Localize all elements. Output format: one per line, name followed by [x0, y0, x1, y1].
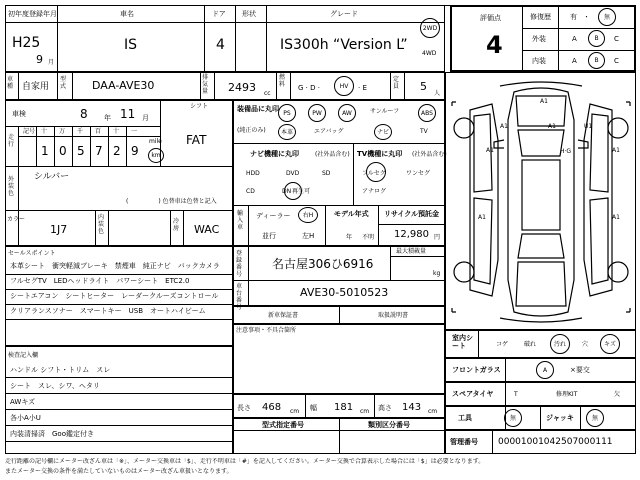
- seat-item-circle: [600, 334, 620, 354]
- interior-b: B: [594, 57, 599, 64]
- equipment-item-circle: [338, 104, 356, 122]
- steering-left: 左H: [302, 232, 315, 240]
- category-label: 車種: [7, 76, 14, 90]
- damage-mark: A1: [612, 214, 620, 221]
- seat-item: 穴: [582, 341, 589, 348]
- tools-label: 工具: [458, 414, 472, 422]
- tv-item: ワンセグ: [406, 170, 431, 177]
- equipment-item: PW: [312, 109, 322, 117]
- damage-mark: A1: [540, 98, 548, 105]
- recycle-label: リサイクル預託金: [384, 210, 440, 218]
- mileage-digit-label: 一: [131, 128, 138, 135]
- spare-tire-label: スペアタイヤ: [452, 390, 494, 398]
- model-year-label: モデル年式: [334, 210, 369, 218]
- score-value: 4: [486, 31, 503, 59]
- management-value: 00001001042507000111: [498, 437, 613, 447]
- seat-item: キズ: [604, 340, 616, 348]
- drive-2wd-circle: [420, 18, 440, 38]
- repair-no: 無: [603, 13, 610, 21]
- steering-right-circle: [298, 207, 318, 223]
- max-load-label: 最大積載量: [396, 248, 427, 255]
- damage-mark: A1: [478, 214, 486, 221]
- model-year-unit: 年: [346, 234, 353, 241]
- length-unit: cm: [290, 408, 300, 415]
- equipment-item: エアバッグ: [314, 128, 344, 135]
- repair-label: 修復歴: [530, 13, 551, 21]
- shift-label: シフト: [190, 103, 209, 110]
- exterior-label: 外装: [532, 35, 546, 43]
- new-car-warranty: 新車保証書: [268, 312, 299, 319]
- damage-mark: A1: [500, 123, 508, 130]
- mileage-digit: 9: [131, 144, 139, 158]
- equipment-item: ナビ: [376, 128, 389, 136]
- steering-right: 右H: [302, 211, 314, 219]
- navi-sub: (社外品含む): [315, 151, 350, 158]
- navi-item: 再生可: [292, 188, 311, 195]
- damage-mark: H·G: [560, 148, 572, 155]
- tools-value: 無: [509, 414, 516, 422]
- interior-a: A: [572, 57, 577, 65]
- width-label: 幅: [310, 404, 317, 412]
- recycle-unit: 円: [434, 234, 441, 241]
- damage-mark: A1: [548, 123, 556, 130]
- equipment-item-circle: [278, 124, 296, 140]
- tv-fullseg-circle: [366, 162, 386, 182]
- height-label: 高さ: [378, 404, 392, 412]
- seat-item: 破れ: [524, 341, 537, 348]
- damage-mark: A1: [612, 147, 620, 154]
- sales-point-line: 本革シート 衝突軽減ブレーキ 禁煙車 純正ナビ バックカメラ: [10, 262, 220, 270]
- windshield-label: フロントガラス: [452, 366, 501, 374]
- seat-item-circle: [550, 334, 570, 354]
- interior-c: C: [614, 57, 619, 65]
- windshield-a: A: [542, 366, 548, 374]
- length-value: 468: [262, 402, 282, 413]
- exterior-a: A: [572, 35, 577, 43]
- mileage-digit-label: 百: [95, 128, 102, 135]
- repair-yes: 有: [570, 13, 577, 21]
- tv-label: TV機種に丸印: [357, 150, 403, 158]
- equipment-item-circle: [308, 104, 326, 122]
- mileage-digit: 5: [77, 144, 85, 158]
- seat-item: コゲ: [496, 341, 509, 348]
- fuel-options: G · D ·: [298, 84, 320, 92]
- spare-t: T: [514, 391, 518, 398]
- sales-point-line: フルセグTV LEDヘッドライト パワーシート ETC2.0: [10, 277, 190, 285]
- width-value: 181: [334, 402, 354, 413]
- navi-item: SD: [322, 170, 331, 177]
- fuel-hv: HV: [339, 82, 349, 90]
- fuel-other: · E: [358, 84, 367, 92]
- capacity-label: 定員: [393, 76, 400, 90]
- shift-value: FAT: [186, 133, 207, 147]
- inspector-note-line: ハンドル シフト・トリム スレ: [10, 366, 111, 374]
- notes-block: [233, 324, 445, 394]
- mileage-digit: 1: [41, 144, 49, 158]
- spare-kit: 修理KIT: [556, 391, 578, 398]
- mileage-digit-label: 十: [41, 128, 48, 135]
- footer-line-2: またメーター交換の条件を満たしていないものはメーター改ざん車扱いとなります。: [5, 468, 233, 475]
- jack-value: 無: [591, 414, 598, 422]
- fuel-hv-circle: [334, 76, 354, 96]
- recycle-value: 12,980: [394, 229, 429, 240]
- equipment-item-circle: [418, 104, 436, 122]
- repair-no-circle: [598, 8, 616, 26]
- color-code-value: 1J7: [50, 223, 68, 236]
- sales-point-label: セールスポイント: [8, 250, 56, 257]
- jack-label: ジャッキ: [546, 414, 574, 422]
- windshield-a-circle: [536, 361, 554, 379]
- windshield-replace: ×要交: [570, 366, 590, 374]
- import-dealer: ディーラー: [256, 212, 291, 220]
- exterior-c: C: [614, 35, 619, 43]
- ac-label: 冷房: [173, 218, 180, 232]
- navi-item: CD: [246, 188, 255, 195]
- door-count: 4: [216, 37, 225, 53]
- mileage-digit: 7: [95, 144, 103, 158]
- inspection-month-unit: 月: [142, 114, 149, 122]
- equipment-item-circle: [278, 104, 296, 122]
- notes-label: 注意事項・不具合箇所: [236, 327, 297, 334]
- jack-value-circle: [586, 409, 604, 427]
- equipment-item-circle: [374, 124, 392, 140]
- model-year-unknown: 不明: [362, 234, 375, 241]
- grade-label: グレード: [330, 10, 358, 18]
- mileage-label: 走行: [8, 134, 15, 148]
- width-unit: cm: [360, 408, 370, 415]
- capacity-unit: 人: [434, 90, 441, 97]
- car-name: IS: [124, 37, 138, 53]
- navi-item: DN: [282, 188, 292, 195]
- max-load-unit: kg: [433, 270, 441, 277]
- chassis-value: AVE30-5010523: [300, 286, 389, 299]
- grade-value: IS300h “Version L”: [280, 37, 408, 53]
- registration-label: 登録番号: [236, 250, 243, 278]
- type-designation-label: 型式指定番号: [262, 421, 304, 429]
- displacement-unit: cc: [264, 90, 271, 97]
- spare-missing: 欠: [614, 391, 621, 398]
- inspector-note-line: AWキズ: [10, 398, 36, 406]
- equipment-item: 本革: [280, 128, 293, 136]
- displacement-value: 2493: [228, 81, 256, 94]
- tv-sub: (社外品含む): [412, 151, 447, 158]
- reg-month-unit: 月: [48, 59, 55, 66]
- equipment-sub: (純正のみ): [237, 127, 266, 134]
- exterior-color-value: シルバー: [34, 172, 70, 182]
- interior-color-label: 内装色: [98, 214, 105, 235]
- shape-label: 形状: [242, 10, 256, 18]
- tv-item: フルセグ: [362, 170, 386, 177]
- inspector-note-line: 各小A小U: [10, 414, 41, 422]
- equipment-item: TV: [420, 128, 428, 135]
- tools-value-circle: [504, 409, 522, 427]
- sales-point-line: シートエアコン シートヒーター レーダークルーズコントロール: [10, 292, 219, 300]
- interior-label: 内装: [532, 57, 546, 65]
- inspector-note-line: 内装清掃済 Goo鑑定付き: [10, 430, 94, 438]
- interior-b-circle: [588, 52, 605, 69]
- mileage-digit: 0: [59, 144, 67, 158]
- height-unit: cm: [428, 408, 438, 415]
- height-value: 143: [402, 402, 422, 413]
- first-reg-label: 初年度登録年月: [8, 10, 57, 18]
- reg-month: 9: [36, 53, 43, 66]
- exterior-color-label: 外装色: [8, 176, 15, 197]
- mileage-digit-label: 十: [113, 128, 120, 135]
- color-code-label: カラー: [7, 216, 26, 223]
- inspector-note-line: シート スレ、シワ、ヘタリ: [10, 382, 100, 390]
- navi-item: DVD: [286, 170, 300, 177]
- inspection-year-unit: 年: [104, 114, 111, 122]
- sales-point-line: クリアランスソナー スマートキー USB オートハイビーム: [10, 307, 206, 315]
- vehicle-row: [5, 72, 445, 100]
- chassis-label: 車台番号: [236, 283, 243, 311]
- unit-mile: mile: [149, 138, 162, 145]
- equipment-label: 装備品に丸印: [237, 105, 279, 113]
- registration-value: 名古屋306ひ6916: [272, 257, 374, 271]
- inspection-label: 車検: [12, 110, 26, 118]
- model-label: 型式: [60, 76, 67, 90]
- exterior-color-note: ( ) 色替車は色替と記入: [126, 198, 217, 205]
- door-label: ドア: [212, 10, 226, 18]
- import-label: 輸入車: [237, 210, 244, 231]
- tv-item: アナログ: [362, 188, 387, 195]
- mileage-digit-label: 記号: [23, 128, 36, 135]
- use-value: 自家用: [22, 82, 50, 92]
- mileage-digit: 2: [113, 144, 121, 158]
- displacement-label: 排気量: [202, 74, 209, 95]
- equipment-item: PS: [283, 109, 291, 117]
- drive-4wd: 4WD: [422, 50, 437, 57]
- inspection-year: 8: [80, 107, 88, 121]
- capacity-value: 5: [420, 80, 427, 93]
- equipment-item: AW: [342, 109, 352, 117]
- interior-seat-label: 室内シート: [452, 334, 473, 350]
- class-label: 類別区分番号: [368, 421, 410, 429]
- import-parallel: 並行: [262, 232, 276, 240]
- mileage-digit-label: 千: [77, 128, 84, 135]
- damage-mark: A1: [486, 147, 494, 154]
- model-value: DAA-AVE30: [92, 79, 155, 92]
- equipment-item: サンルーフ: [370, 108, 400, 115]
- ac-value: WAC: [194, 223, 220, 236]
- car-name-label: 車名: [120, 10, 134, 18]
- score-label: 評価点: [480, 14, 501, 22]
- car-diagram: [448, 80, 634, 325]
- reg-year: H25: [12, 35, 41, 51]
- navi-dn-circle: [284, 182, 302, 200]
- length-label: 長さ: [237, 404, 251, 412]
- drive-2wd: 2WD: [422, 24, 438, 32]
- exterior-b: B: [594, 35, 599, 42]
- navi-label: ナビ機種に丸印: [250, 150, 299, 158]
- mileage-digit-label: 万: [59, 128, 66, 135]
- seat-item: 汚れ: [553, 340, 566, 348]
- damage-mark: U1: [584, 123, 593, 130]
- inspection-month: 11: [120, 107, 136, 121]
- unit-km-circle: [148, 148, 164, 163]
- footer-line-1: 走行距離の記号欄にメーター改ざん車は「※」、メーター交換車は「$」、走行不明車は「#」を記入してください。メーター交換で合算表示した場合には「$」は必要となります。: [5, 458, 485, 465]
- exterior-b-circle: [588, 30, 605, 47]
- management-label: 管理番号: [450, 438, 478, 446]
- navi-item: HDD: [246, 170, 260, 177]
- manual: 取扱説明書: [378, 312, 409, 319]
- inspector-notes-label: 検査記入欄: [8, 352, 39, 359]
- fuel-label: 燃料: [279, 74, 286, 88]
- equipment-item: ABS: [421, 109, 433, 117]
- unit-km: km: [151, 152, 161, 159]
